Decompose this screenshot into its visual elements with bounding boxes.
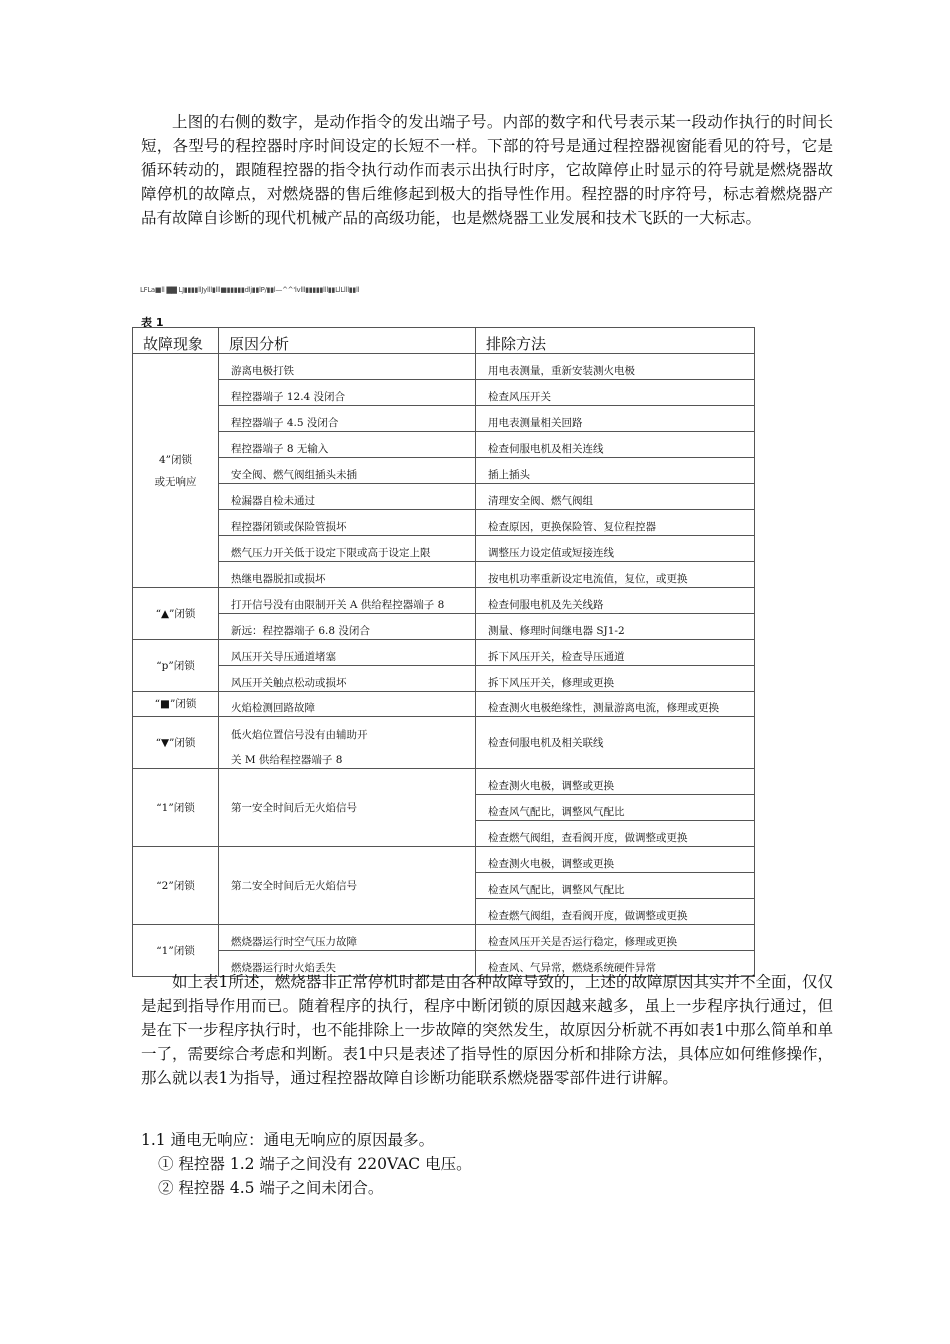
remedy-cell: 拆下风压开关，修理或更换 (476, 666, 755, 692)
table-header-row (133, 328, 755, 354)
cause-cell: 新远：程控器端子 6.8 没闭合 (219, 614, 476, 640)
table-row (133, 380, 755, 406)
symptom-cell: “1”闭锁 (133, 925, 219, 977)
cause-cell: 燃气压力开关低于设定下限或高于设定上限 (219, 536, 476, 562)
cause-cell: 第一安全时间后无火焰信号 (219, 769, 476, 847)
cause-cell: 安全阀、燃气阀组插头未插 (219, 458, 476, 484)
remedy-cell: 用电表测量，重新安装测火电极 (476, 354, 755, 380)
remedy-cell: 检查风、气异常，燃烧系统硬件异常 (476, 951, 755, 977)
table-row (133, 847, 755, 873)
symptom-text: 4”闭锁 (158, 453, 193, 466)
table-row (133, 925, 755, 951)
table-row (133, 562, 755, 588)
remedy-cell: 调整压力设定值或短接连线 (476, 536, 755, 562)
header-cause: 原因分析 (219, 328, 476, 354)
cause-cell: 程控器闭锁或保险管损坏 (219, 510, 476, 536)
cause-cell: 程控器端子 12.4 没闭合 (219, 380, 476, 406)
remedy-cell: 按电机功率重新设定电流值，复位，或更换 (476, 562, 755, 588)
remedy-cell: 检查测火电极，调整或更换 (476, 847, 755, 873)
table-row (133, 692, 755, 717)
remedy-cell: 检查伺服电机及相关联线 (476, 717, 755, 769)
symptom-text: 或无响应 (154, 475, 197, 488)
remedy-cell: 用电表测量相关回路 (476, 406, 755, 432)
cause-cell: 程控器端子 4.5 没闭合 (219, 406, 476, 432)
table-row (133, 640, 755, 666)
table-row (133, 588, 755, 614)
cause-cell: 第二安全时间后无火焰信号 (219, 847, 476, 925)
cause-cell: 关 M 供给程控器端子 8 (219, 743, 476, 769)
remedy-cell: 检查风气配比，调整风气配比 (476, 795, 755, 821)
garbled-ocr-strip: LFLa■ll ▇▇ LJ▮▮▮▮llJylll▮lll■▮▮▮▮▮dlj▮▮lP/▮▮l—^^'lvlll▮▮▮▮▮lll▮▮LlLlll▮▮ll (140, 286, 360, 294)
cause-cell: 风压开关触点松动或损坏 (219, 666, 476, 692)
table-row (133, 458, 755, 484)
symptom-cell: “p”闭锁 (133, 640, 219, 692)
table-row (133, 666, 755, 692)
symptom-cell: “1”闭锁 (133, 769, 219, 847)
header-symptom: 故障现象 (133, 328, 219, 354)
cause-cell: 低火焰位置信号没有由辅助开 (219, 717, 476, 743)
symptom-cell: “▲”闭锁 (133, 588, 219, 640)
remedy-cell: 检查燃气阀组，查看阀开度，做调整或更换 (476, 821, 755, 847)
remedy-cell: 清理安全阀、燃气阀组 (476, 484, 755, 510)
remedy-cell: 检查风气配比，调整风气配比 (476, 873, 755, 899)
cause-cell: 游离电极打铁 (219, 354, 476, 380)
remedy-cell: 拆下风压开关，检查导压通道 (476, 640, 755, 666)
table-label: 表 1 (141, 316, 164, 329)
remedy-cell: 检查伺服电机及先关线路 (476, 588, 755, 614)
table-row (133, 406, 755, 432)
symptom-cell: “▼”闭锁 (133, 717, 219, 769)
table-row (133, 536, 755, 562)
table-row (133, 354, 755, 380)
remedy-cell: 检查伺服电机及相关连线 (476, 432, 755, 458)
intro-paragraph: 上图的右侧的数字，是动作指令的发出端子号。内部的数字和代号表示某一段动作执行的时间长短，各型号的程控器时序时间设定的长短不一样。下部的符号是通过程控器视窗能看见的符号，它是循环转动的，跟随程控器的指令执行动作而表示出执行时序，它故障停止时显示的符号就是燃烧器故障停机的故障点，对燃烧器的售后维修起到极大的指导性作用。程控器的时序符号，标志着燃烧器产品有故障自诊断的现代机械产品的高级功能，也是燃烧器工业发展和技术飞跃的一大标志。 (141, 113, 833, 227)
list-item: ① 程控器 1.2 端子之间没有 220VAC 电压。 (158, 1155, 472, 1173)
cause-cell: 检漏器自检未通过 (219, 484, 476, 510)
table-row (133, 614, 755, 640)
list-item: ② 程控器 4.5 端子之间未闭合。 (158, 1179, 384, 1197)
table-row (133, 717, 755, 743)
remedy-cell: 检查原因，更换保险管、复位程控器 (476, 510, 755, 536)
remedy-cell: 检查测火电极，调整或更换 (476, 769, 755, 795)
header-remedy: 排除方法 (476, 328, 755, 354)
remedy-cell: 检查风压开关 (476, 380, 755, 406)
cause-cell: 打开信号没有由限制开关 A 供给程控器端子 8 (219, 588, 476, 614)
table-row (133, 484, 755, 510)
table-row (133, 769, 755, 795)
cause-cell: 程控器端子 8 无输入 (219, 432, 476, 458)
symptom-cell: “■”闭锁 (133, 692, 219, 717)
cause-cell: 燃烧器运行时空气压力故障 (219, 925, 476, 951)
fault-table (132, 327, 755, 977)
remedy-cell: 检查风压开关是否运行稳定，修理或更换 (476, 925, 755, 951)
cause-cell: 火焰检测回路故障 (219, 692, 476, 717)
symptom-cell: “2”闭锁 (133, 847, 219, 925)
remedy-cell: 检查测火电极绝缘性，测量游离电流，修理或更换 (476, 692, 755, 717)
table-row (133, 432, 755, 458)
remedy-cell: 检查燃气阀组，查看阀开度，做调整或更换 (476, 899, 755, 925)
remedy-cell: 测量、修理时间继电器 SJ1-2 (476, 614, 755, 640)
remedy-cell: 插上插头 (476, 458, 755, 484)
table-row (133, 510, 755, 536)
cause-cell: 风压开关导压通道堵塞 (219, 640, 476, 666)
symptom-cell (133, 354, 219, 588)
section-heading: 1.1 通电无响应：通电无响应的原因最多。 (141, 1131, 435, 1149)
cause-cell: 热继电器脱扣或损坏 (219, 562, 476, 588)
cause-cell: 燃烧器运行时火焰丢失 (219, 951, 476, 977)
followup-paragraph: 如上表1所述，燃烧器非正常停机时都是由各种故障导致的，上述的故障原因其实并不全面，仅仅是起到指导作用而已。随着程序的执行，程序中断闭锁的原因越来越多，虽上一步程序执行通过，但是在下一步程序执行时，也不能排除上一步故障的突然发生，故原因分析就不再如表1中那么简单和单一了，需要综合考虑和判断。表1中只是表述了指导性的原因分析和排除方法，具体应如何维修操作，那么就以表1为指导，通过程控器故障自诊断功能联系燃烧器零部件进行讲解。 (141, 973, 833, 1087)
